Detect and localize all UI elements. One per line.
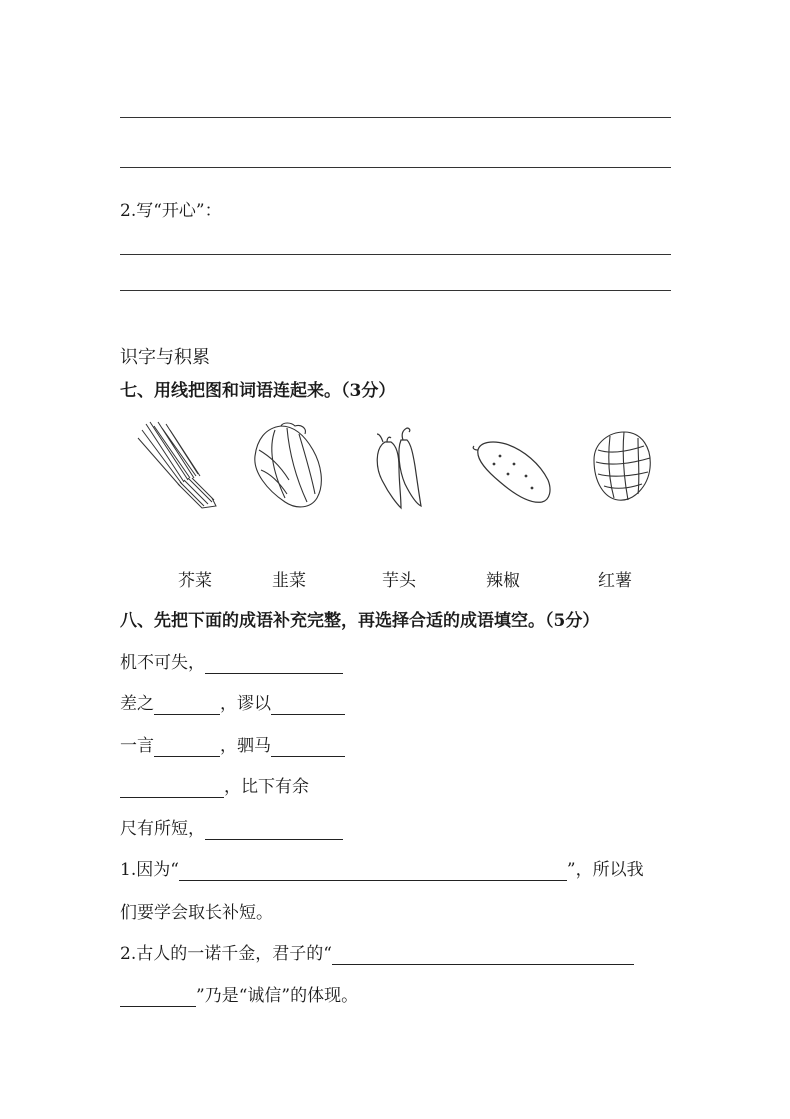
fill-2-blank-b[interactable] (120, 988, 196, 1007)
idiom-4-text: ，比下有余 (224, 777, 309, 797)
word-0: 芥菜 (178, 571, 212, 591)
idiom-5 (120, 818, 343, 840)
idiom-5-text: 尺有所短， (120, 819, 205, 839)
idiom-3-text-a: 一言 (120, 736, 154, 756)
idiom-2-text-b: ，谬以 (220, 694, 271, 714)
fill-2-blank-a[interactable] (332, 946, 634, 965)
idiom-1-text: 机不可失， (120, 653, 205, 673)
sweet-potato-icon (470, 420, 562, 512)
fill-2-line-2 (120, 985, 358, 1007)
fill-2-pre: 2.古人的一诺千金，君子的“ (120, 944, 332, 964)
word-4: 红薯 (598, 571, 632, 591)
idiom-5-blank[interactable] (205, 821, 343, 840)
taro-icon (580, 420, 672, 512)
fill-2-post: ”乃是“诚信”的体现。 (196, 986, 359, 1006)
idiom-3-text-b: ，驷马 (220, 736, 271, 756)
idiom-3-blank-a[interactable] (154, 738, 220, 757)
fill-1-line-2: 们要学会取长补短。 (120, 903, 273, 923)
idiom-2 (120, 693, 345, 715)
answer-line-3[interactable] (120, 254, 671, 255)
answer-line-4[interactable] (120, 290, 671, 291)
word-1: 韭菜 (272, 571, 306, 591)
idiom-3 (120, 735, 345, 757)
word-2: 芋头 (382, 571, 416, 591)
chives-icon (132, 420, 224, 512)
fill-1-post: ”，所以我 (566, 860, 644, 880)
idiom-3-blank-b[interactable] (271, 738, 345, 757)
question-8-title: 八、先把下面的成语补充完整，再选择合适的成语填空。（5分） (120, 611, 600, 631)
fill-1 (120, 859, 644, 881)
idiom-2-blank-b[interactable] (271, 696, 345, 715)
fill-2 (120, 943, 634, 965)
answer-line-1[interactable] (120, 117, 671, 118)
idiom-4 (120, 776, 309, 798)
section-title: 识字与积累 (120, 347, 210, 368)
idiom-2-text-a: 差之 (120, 694, 154, 714)
idiom-4-blank[interactable] (120, 779, 224, 798)
question-7-title: 七、用线把图和词语连起来。（3分） (120, 381, 396, 401)
fill-1-pre: 1.因为“ (120, 860, 179, 880)
question-2-label: 2.写“开心”： (120, 201, 222, 221)
idiom-2-blank-a[interactable] (154, 696, 220, 715)
idiom-1-blank[interactable] (205, 655, 343, 674)
word-3: 辣椒 (486, 571, 520, 591)
chili-pepper-icon (357, 420, 449, 512)
lettuce-icon (245, 420, 337, 512)
answer-line-2[interactable] (120, 167, 671, 168)
idiom-1 (120, 652, 343, 674)
fill-1-blank[interactable] (179, 862, 567, 881)
